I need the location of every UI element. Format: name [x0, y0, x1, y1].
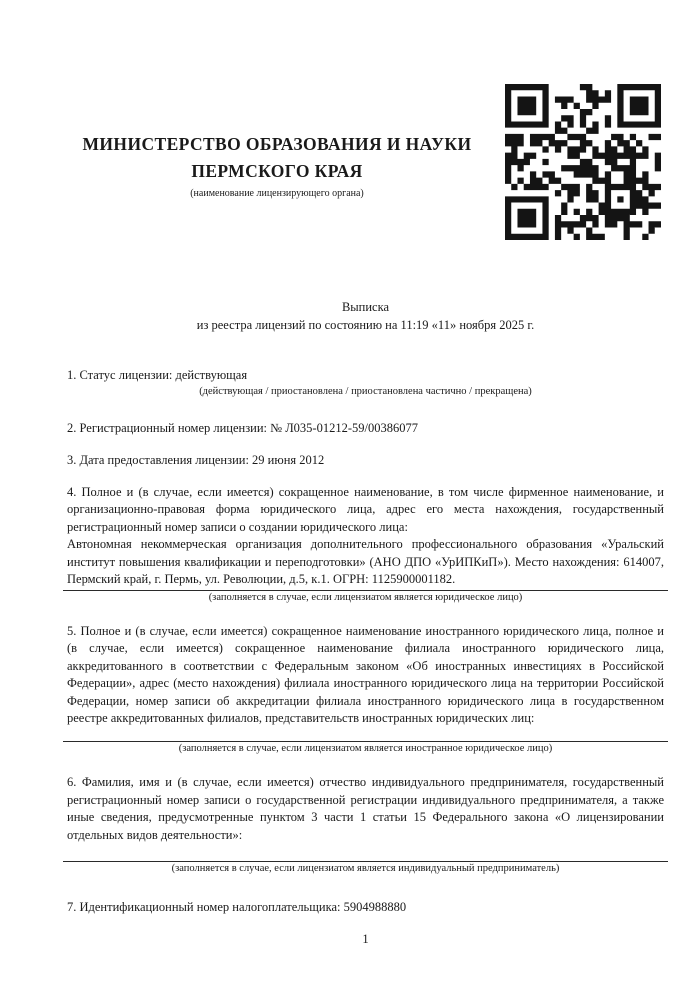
license-status-text: 1. Статус лицензии: действующая	[67, 368, 248, 382]
licensing-authority-header	[67, 131, 487, 200]
individual-entrepreneur-note: (заполняется в случае, если лицензиатом является индивидуальный предприниматель)	[171, 863, 560, 874]
license-grant-date-text: 3. Дата предоставления лицензии: 29 июня 2012	[67, 453, 325, 467]
item-registration-number	[67, 420, 664, 438]
item-individual-entrepreneur	[67, 774, 664, 876]
registration-number-text: 2. Регистрационный номер лицензии: № Л035-01212-59/00386077	[67, 420, 418, 435]
authority-name-line1: МИНИСТЕРСТВО ОБРАЗОВАНИЯ И НАУКИ	[82, 134, 472, 154]
foreign-entity-note: (заполняется в случае, если лицензиатом является иностранное юридическое лицо)	[178, 743, 553, 754]
document-title-line1: Выписка	[341, 300, 390, 314]
item-foreign-entity	[67, 623, 664, 757]
individual-entrepreneur-empty-value	[67, 844, 664, 860]
authority-caption: (наименование лицензирующего органа)	[190, 188, 364, 199]
document-title	[67, 299, 664, 334]
authority-name-line2: ПЕРМСКОГО КРАЯ	[191, 161, 363, 181]
qr-code-icon	[505, 84, 661, 240]
foreign-entity-label: 5. Полное и (в случае, если имеется) сокращенное наименование иностранного юридического лица, полное и (в случае, если имеется) сокращенное наименование филиала иностранного юридического лица, аккредитованного в соответствии с Федеральным законом «Об иностранных инвестициях в Российской Федерации», адрес (место нахождения) филиала иностранного юридического лица на территории Российской Федерации, номер записи об аккредитации филиала иностранного юридического лица в государственном реестре аккредитованных филиалов, представительств иностранных юридических лиц:	[67, 623, 664, 725]
foreign-entity-empty-value	[67, 728, 664, 741]
legal-entity-value: Автономная некоммерческая организация дополнительного профессионального образования «Уральский институт повышения квалификации и переподготовки» (АНО ДПО «УрИПКиП»). Место нахождения: 614007, Пермский край, г. Пермь, ул. Революции, д.5, к.1. ОГРН: 1125900001182.	[67, 537, 664, 586]
item-legal-entity	[67, 484, 664, 605]
taxpayer-number-text: 7. Идентификационный номер налогоплательщика: 5904988880	[67, 900, 407, 914]
license-status-options-note: (действующая / приостановлена / приостановлена частично / прекращена)	[199, 385, 532, 397]
item-taxpayer-number	[67, 899, 664, 917]
individual-entrepreneur-label: 6. Фамилия, имя и (в случае, если имеется) отчество индивидуального предпринимателя, государственный регистрационный номер записи о государственной регистрации индивидуального предпринимателя, а также иные сведения, предусмотренные пунктом 3 части 1 статьи 15 Федерального закона «О лицензировании отдельных видов деятельности»:	[67, 775, 664, 842]
page-number: 1	[362, 931, 369, 946]
document-title-line2: из реестра лицензий по состоянию на 11:19 «11» ноября 2025 г.	[196, 317, 535, 332]
legal-entity-label: 4. Полное и (в случае, если имеется) сокращенное наименование, в том числе фирменное наименование, и организационно-правовая форма юридического лица, адрес его места нахождения, государственный регистрационный номер записи о создании юридического лица:	[67, 484, 664, 534]
document-body	[67, 299, 664, 948]
item-license-grant-date	[67, 452, 664, 470]
legal-entity-note: (заполняется в случае, если лицензиатом является юридическое лицо)	[208, 591, 523, 603]
item-license-status	[67, 367, 664, 399]
